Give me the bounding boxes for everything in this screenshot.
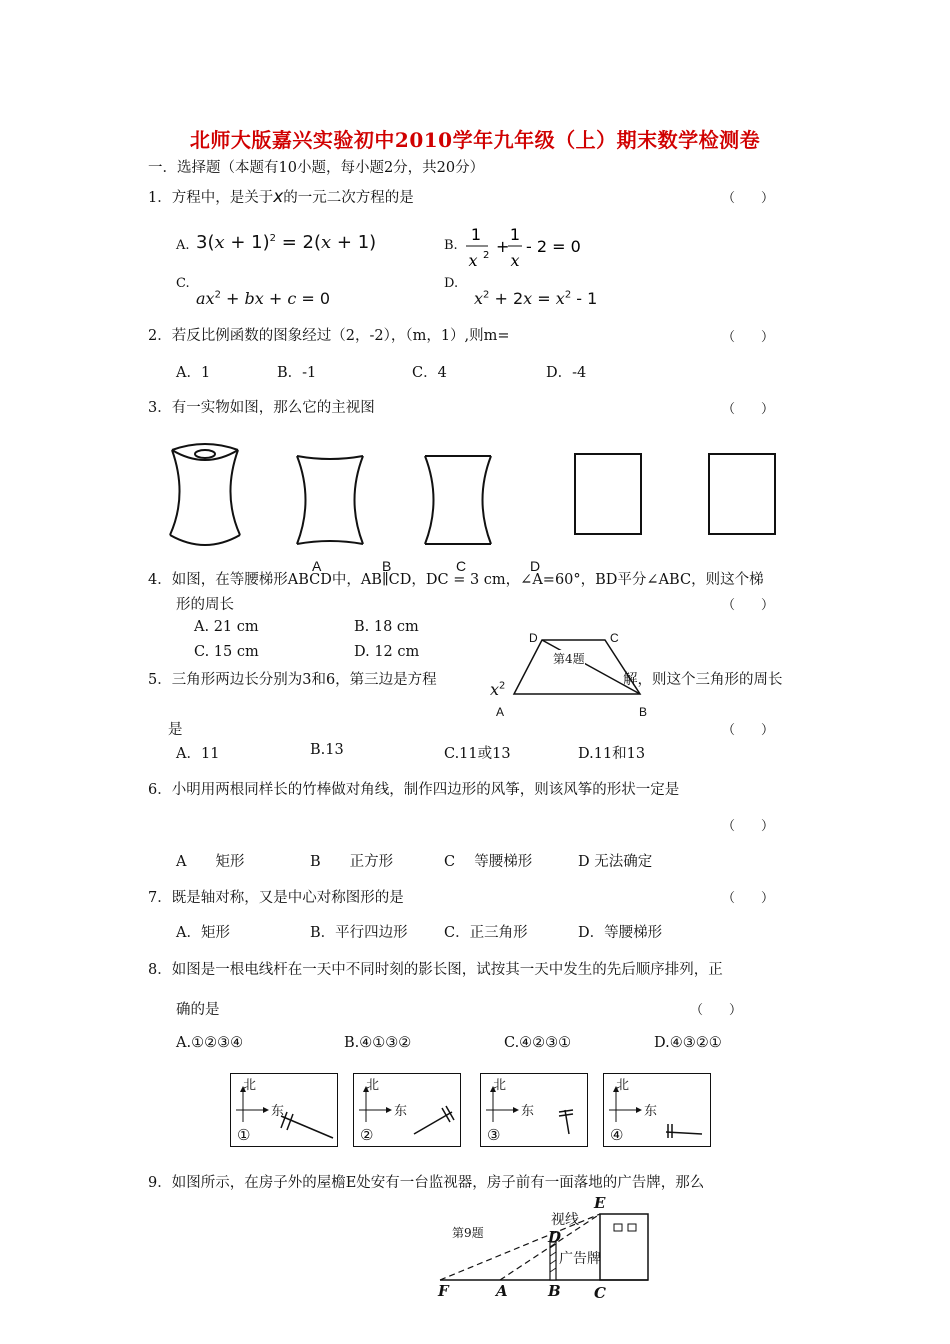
q9-billboard-label: 广告牌: [559, 1251, 601, 1267]
q8-shadow-box-1: [230, 1073, 338, 1147]
q8-option-c[interactable]: C.④②③①: [504, 1035, 572, 1051]
q1-option-b-label: B.: [444, 238, 458, 253]
q3-option-d-shape: [709, 454, 775, 534]
q9-point-c: C: [594, 1284, 606, 1302]
q8-box-1-north: 北: [243, 1078, 257, 1093]
q1-answer-blank[interactable]: （ ）: [722, 191, 775, 206]
q7-answer-blank[interactable]: （ ）: [722, 891, 775, 906]
q8-box-3-number: ③: [487, 1126, 501, 1144]
q1-stem-text: 1．方程中，是关于: [148, 190, 274, 206]
q6-answer-blank[interactable]: （ ）: [722, 819, 775, 834]
q3-label-b[interactable]: B: [382, 558, 392, 574]
q4-point-a: A: [496, 705, 505, 719]
q5-equation-fragment: $x^2$: [490, 680, 506, 699]
q9-point-a: A: [496, 1282, 508, 1300]
q8-stem-line2: 确的是: [176, 1002, 220, 1018]
q1-variable: x: [273, 187, 284, 207]
q3-stem: 3．有一实物如图，那么它的主视图: [148, 400, 375, 416]
q4-point-c: C: [610, 631, 619, 645]
q5-stem-line2: 是: [168, 722, 183, 738]
q8-option-d[interactable]: D.④③②①: [654, 1035, 722, 1051]
q4-answer-blank[interactable]: （ ）: [722, 598, 775, 613]
q7-option-a[interactable]: A．矩形: [176, 925, 230, 941]
q9-point-d: D: [548, 1228, 562, 1246]
q1-stem-end: 的一元二次方程的是: [283, 190, 414, 206]
q9-point-f: F: [438, 1282, 449, 1300]
q4-option-a[interactable]: A. 21 cm: [194, 619, 259, 635]
svg-text:1: 1: [470, 225, 482, 244]
q5-stem: 5．三角形两边长分别为3和6，第三边是方程: [148, 672, 437, 688]
svg-text:2: 2: [483, 250, 490, 261]
q8-box-3-east: 东: [521, 1104, 535, 1119]
q1-option-c-formula: $ax^2$ + bx + c = 0: [196, 289, 331, 308]
q8-box-4-number: ④: [610, 1126, 624, 1144]
q6-stem: 6．小明用两根同样长的竹棒做对角线，制作四边形的风筝，则该风筝的形状一定是: [148, 782, 680, 798]
q5-option-d[interactable]: D.11和13: [578, 746, 646, 762]
q5-option-a[interactable]: A．11: [176, 746, 220, 762]
q4-option-c[interactable]: C. 15 cm: [194, 644, 259, 660]
q5-option-c[interactable]: C.11或13: [444, 746, 511, 762]
q8-answer-blank[interactable]: （ ）: [690, 1003, 743, 1018]
q1-stem: [148, 186, 414, 207]
q8-shadow-box-3: [480, 1073, 588, 1147]
q3-option-c-shape: [575, 454, 641, 534]
q8-box-4-north: 北: [616, 1078, 630, 1093]
q8-box-3-north: 北: [493, 1078, 507, 1093]
q8-box-1-east: 东: [271, 1104, 285, 1119]
q1-option-d-formula: $x^2 + 2x = x^2 - 1$: [474, 289, 598, 308]
q3-label-d[interactable]: D: [530, 558, 541, 574]
q2-option-c[interactable]: C．4: [412, 365, 447, 381]
q7-option-b[interactable]: B．平行四边形: [310, 925, 408, 941]
q8-option-a[interactable]: A.①②③④: [176, 1035, 244, 1051]
q4-figure-caption: 第4题: [553, 652, 585, 666]
q1-option-d-label: D.: [444, 276, 459, 291]
q8-box-4-east: 东: [644, 1104, 658, 1119]
q5-stem-tail: 解，则这个三角形的周长: [623, 672, 783, 688]
q8-shadow-box-4: [603, 1073, 711, 1147]
q7-stem: 7．既是轴对称，又是中心对称图形的是: [148, 890, 404, 906]
q5-option-b[interactable]: B.13: [310, 742, 344, 758]
q4-stem: 4．如图，在等腰梯形ABCD中，AB∥CD，DC = 3 cm，∠A=60°，BD平分∠ABC，则这个梯: [148, 572, 764, 588]
q9-point-e: E: [594, 1194, 606, 1212]
q8-box-1-number: ①: [237, 1126, 251, 1144]
q2-stem: 2．若反比例函数的图象经过（2，-2），（m，1）,则m=: [148, 328, 510, 344]
q4-option-b[interactable]: B. 18 cm: [354, 619, 419, 635]
q3-figures: [160, 440, 800, 560]
q3-solid-object: [170, 444, 240, 545]
q2-option-a[interactable]: A．1: [176, 365, 211, 381]
q2-answer-blank[interactable]: （ ）: [722, 330, 775, 345]
q1-option-a-label: A.: [176, 238, 190, 253]
q3-option-b-shape: [425, 456, 491, 544]
q8-box-2-east: 东: [394, 1104, 408, 1119]
q4-point-b: B: [639, 705, 648, 719]
q3-label-a[interactable]: A: [312, 558, 322, 574]
q8-box-2-number: ②: [360, 1126, 374, 1144]
q3-option-a-shape: [297, 456, 363, 544]
section-heading: 一．选择题（本题有10小题，每小题2分，共20分）: [148, 160, 485, 176]
q2-option-d[interactable]: D．-4: [546, 365, 587, 381]
q8-box-2-north: 北: [366, 1078, 380, 1093]
q9-stem: 9．如图所示，在房子外的屋檐E处安有一台监视器，房子前有一面落地的广告牌，那么: [148, 1175, 705, 1191]
q2-option-b[interactable]: B．-1: [277, 365, 317, 381]
q6-option-c[interactable]: C 等腰梯形: [444, 854, 533, 870]
q1-option-c-label: C.: [176, 276, 190, 291]
q6-option-b[interactable]: B 正方形: [310, 854, 394, 870]
svg-text:+: +: [496, 237, 510, 256]
q3-label-c[interactable]: C: [456, 558, 467, 574]
q4-stem-line2: 形的周长: [176, 597, 234, 613]
q9-figure-caption: 第9题: [452, 1226, 484, 1240]
q8-option-b[interactable]: B.④①③②: [344, 1035, 412, 1051]
q7-option-d[interactable]: D．等腰梯形: [578, 925, 663, 941]
q6-option-a[interactable]: A 矩形: [176, 854, 245, 870]
q5-answer-blank[interactable]: （ ）: [722, 723, 775, 738]
q4-option-d[interactable]: D. 12 cm: [354, 644, 420, 660]
svg-text:x: x: [468, 251, 478, 270]
q1-option-b-formula: [460, 222, 590, 272]
svg-text:x: x: [510, 251, 520, 270]
q7-option-c[interactable]: C．正三角形: [444, 925, 528, 941]
page-title: 北师大版嘉兴实验初中2010学年九年级（上）期末数学检测卷: [189, 128, 761, 152]
svg-text:- 2 = 0: - 2 = 0: [526, 237, 581, 256]
q8-stem: 8．如图是一根电线杆在一天中不同时刻的影长图，试按其一天中发生的先后顺序排列，正: [148, 962, 723, 978]
q3-answer-blank[interactable]: （ ）: [722, 402, 775, 417]
svg-text:1: 1: [509, 225, 521, 244]
q1-option-a-formula: $3(x + 1)^2 = 2(x + 1)$: [196, 232, 377, 253]
q6-option-d[interactable]: D 无法确定: [578, 854, 653, 870]
q4-point-d: D: [529, 631, 538, 645]
q8-shadow-box-2: [353, 1073, 461, 1147]
q9-point-b: B: [548, 1282, 561, 1300]
q9-sight-label: 视线: [551, 1212, 579, 1228]
